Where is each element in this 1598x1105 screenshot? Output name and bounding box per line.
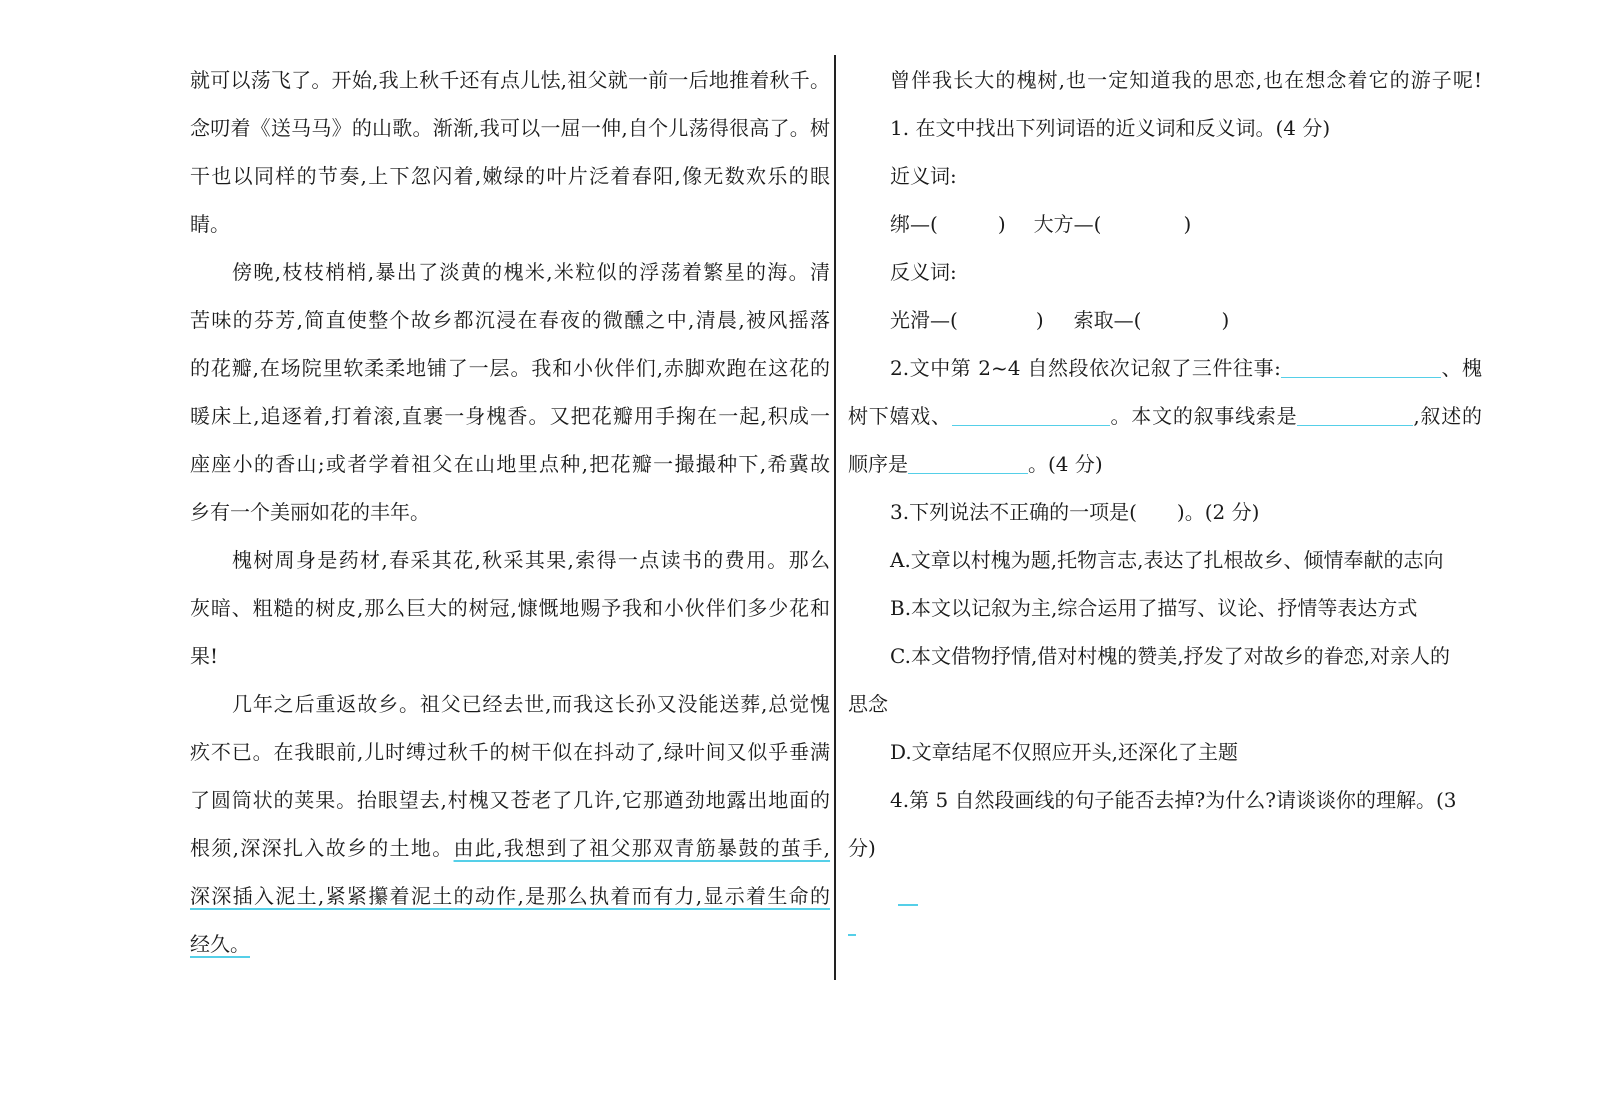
answer-line	[898, 904, 918, 906]
passage-line: 睛。	[190, 212, 230, 236]
question-2-text: 。(4 分)	[1028, 452, 1103, 476]
passage-line: 疚不已。在我眼前,儿时缚过秋千的树干似在抖动了,绿叶间又似乎垂满	[190, 740, 830, 764]
option-b: B.本文以记叙为主,综合运用了描写、议论、抒情等表达方式	[890, 596, 1418, 620]
passage-line: 座座小的香山;或者学着祖父在山地里点种,把花瓣一撮撮种下,希冀故	[190, 452, 830, 476]
question-4-stem: 4.第 5 自然段画线的句子能否去掉?为什么?请谈谈你的理解。(3	[890, 788, 1457, 812]
passage-line	[190, 872, 830, 920]
passage-line: 就可以荡飞了。开始,我上秋千还有点儿怯,祖父就一前一后地推着秋千。	[190, 68, 830, 92]
passage-line: 干也以同样的节奏,上下忽闪着,嫩绿的叶片泛着春阳,像无数欢乐的眼	[190, 164, 830, 188]
passage-line: 了圆筒状的荚果。抬眼望去,村槐又苍老了几许,它那遒劲地露出地面的	[190, 788, 830, 812]
spacer	[1044, 326, 1074, 327]
passage-line: 傍晚,枝枝梢梢,暴出了淡黄的槐米,米粒似的浮荡着繁星的海。清	[232, 260, 830, 284]
fill-blank	[1297, 425, 1413, 426]
option-a: A.文章以村槐为题,托物言志,表达了扎根故乡、倾情奉献的志向	[890, 548, 1444, 572]
question-2-text: 顺序是	[848, 452, 908, 476]
answer-gap	[1141, 326, 1221, 327]
passage-line: 苦味的芬芳,简直使整个故乡都沉浸在春夜的微醺之中,清晨,被风摇落	[190, 308, 830, 332]
synonym-label: 近义词:	[890, 164, 957, 188]
answer-line	[848, 934, 856, 936]
passage-line: 暖床上,追逐着,打着滚,直裹一身槐香。又把花瓣用手掬在一起,积成一	[190, 404, 830, 428]
answer-gap	[958, 326, 1036, 327]
close-paren: )	[1183, 212, 1192, 236]
option-d: D.文章结尾不仅照应开头,还深化了主题	[890, 740, 1239, 764]
questions-column	[848, 56, 1482, 872]
passage-text: 根须,深深扎入故乡的土地。	[190, 836, 454, 860]
column-divider	[834, 55, 836, 980]
question-2-line	[848, 392, 1482, 440]
underlined-sentence: 深深插入泥土,紧紧攥着泥土的动作,是那么执着而有力,显示着生命的	[190, 884, 830, 908]
antonym-word: 光滑—(	[890, 308, 958, 332]
answer-gap	[1101, 230, 1183, 231]
close-paren: )	[1221, 308, 1230, 332]
question-1-stem: 1. 在文中找出下列词语的近义词和反义词。(4 分)	[890, 116, 1331, 140]
synonym-row	[848, 200, 1482, 248]
fill-blank	[1281, 377, 1441, 378]
antonym-row	[848, 296, 1482, 344]
question-2-text: ,叙述的	[1413, 404, 1483, 428]
passage-column	[190, 56, 830, 968]
question-2-text: 。本文的叙事线索是	[1109, 404, 1298, 428]
question-2-text: 树下嬉戏、	[848, 404, 952, 428]
passage-line: 曾伴我长大的槐树,也一定知道我的思恋,也在想念着它的游子呢!	[890, 68, 1482, 92]
antonym-label: 反义词:	[890, 260, 957, 284]
option-c: C.本文借物抒情,借对村槐的赞美,抒发了对故乡的眷恋,对亲人的	[890, 644, 1451, 668]
answer-gap	[938, 230, 998, 231]
passage-line	[190, 920, 830, 968]
passage-line: 果!	[190, 644, 219, 668]
question-3-stem	[848, 488, 1482, 536]
question-2-text: 、槐	[1440, 356, 1482, 380]
passage-line	[190, 824, 830, 872]
close-paren: )	[997, 212, 1006, 236]
underlined-sentence: 经久。	[190, 932, 250, 956]
fill-blank	[908, 473, 1028, 474]
synonym-word: 绑—(	[890, 212, 938, 236]
passage-line: 槐树周身是药材,春采其花,秋采其果,索得一点读书的费用。那么	[232, 548, 830, 572]
question-2-text: 2.文中第 2~4 自然段依次记叙了三件往事:	[890, 356, 1281, 380]
passage-line: 念叨着《送马马》的山歌。渐渐,我可以一屈一伸,自个儿荡得很高了。树	[190, 116, 830, 140]
option-c-continued: 思念	[848, 692, 888, 716]
answer-gap	[1137, 518, 1177, 519]
question-4-stem-continued: 分)	[848, 836, 876, 860]
passage-line: 的花瓣,在场院里软柔柔地铺了一层。我和小伙伴们,赤脚欢跑在这花的	[190, 356, 830, 380]
underlined-sentence: 由此,我想到了祖父那双青筋暴鼓的茧手,	[453, 836, 831, 860]
synonym-word: 大方—(	[1033, 212, 1102, 236]
question-2-line	[848, 440, 1482, 488]
question-3-text: )。(2 分)	[1176, 500, 1260, 524]
passage-line: 灰暗、粗糙的树皮,那么巨大的树冠,慷慨地赐予我和小伙伴们多少花和	[190, 596, 830, 620]
question-3-text: 3.下列说法不正确的一项是(	[890, 500, 1137, 524]
fill-blank	[952, 425, 1110, 426]
close-paren: )	[1035, 308, 1044, 332]
passage-line: 乡有一个美丽如花的丰年。	[190, 500, 430, 524]
passage-line: 几年之后重返故乡。祖父已经去世,而我这长孙又没能送葬,总觉愧	[232, 692, 830, 716]
antonym-word: 索取—(	[1073, 308, 1142, 332]
spacer	[1006, 230, 1034, 231]
question-2-line	[848, 344, 1482, 392]
